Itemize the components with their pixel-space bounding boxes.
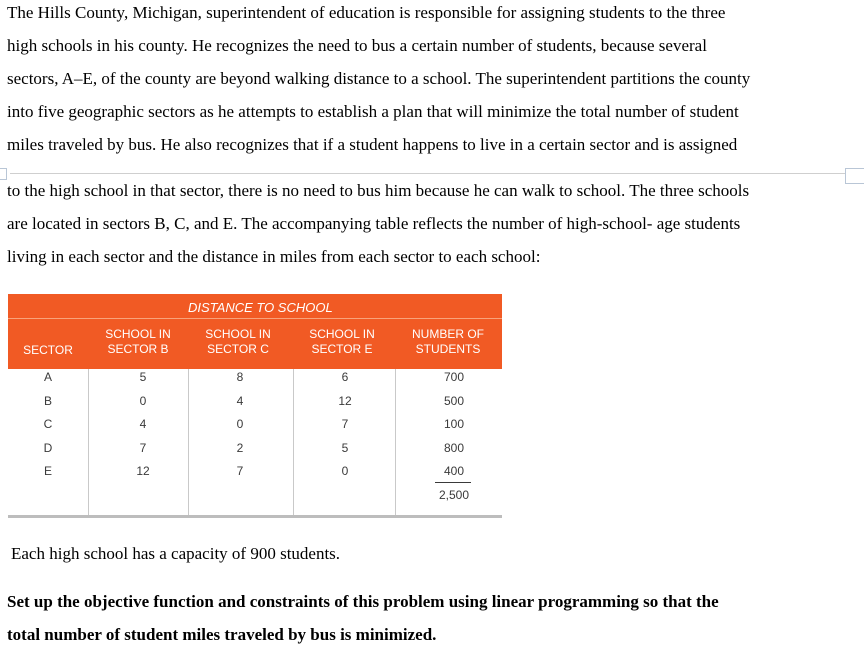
cell-students: 800 bbox=[443, 441, 465, 455]
cell-distance: 12 bbox=[338, 394, 352, 408]
cell-distance: 12 bbox=[136, 464, 150, 478]
cell-distance: 7 bbox=[341, 417, 349, 431]
cell-distance: 6 bbox=[341, 370, 349, 384]
column-divider bbox=[188, 369, 189, 515]
paragraph-line: sectors, A–E, of the county are beyond walking distance to a school. The superintendent partitions the county bbox=[7, 69, 751, 88]
page-margin-marker bbox=[0, 168, 7, 180]
cell-distance: 7 bbox=[139, 441, 147, 455]
cell-students: 500 bbox=[443, 394, 465, 408]
cell-distance: 2 bbox=[236, 441, 244, 455]
header-school-e: SCHOOL IN SECTOR E bbox=[309, 327, 375, 356]
cell-distance: 4 bbox=[236, 394, 244, 408]
cell-students: 100 bbox=[443, 417, 465, 431]
cell-distance: 8 bbox=[236, 370, 244, 384]
cell-sector: E bbox=[43, 464, 52, 478]
paragraph-line: are located in sectors B, C, and E. The accompanying table reflects the number of high-school- age students bbox=[7, 214, 741, 233]
cell-distance: 4 bbox=[139, 417, 147, 431]
paragraph-line: The Hills County, Michigan, superintendent of education is responsible for assigning students to the three bbox=[7, 3, 726, 22]
cell-sector: A bbox=[43, 370, 52, 384]
cell-total: 2,500 bbox=[438, 488, 470, 502]
cell-distance: 0 bbox=[236, 417, 244, 431]
cell-distance: 5 bbox=[139, 370, 147, 384]
paragraph-line: miles traveled by bus. He also recognizes that if a student happens to live in a certain sector and is assigned bbox=[7, 135, 738, 154]
cell-sector: B bbox=[43, 394, 52, 408]
column-divider bbox=[293, 369, 294, 515]
paragraph-line: living in each sector and the distance in miles from each sector to each school: bbox=[7, 247, 541, 266]
cell-distance: 5 bbox=[341, 441, 349, 455]
page-break bbox=[0, 168, 864, 178]
header-students: NUMBER OF STUDENTS bbox=[412, 327, 484, 356]
header-school-b: SCHOOL IN SECTOR B bbox=[105, 327, 171, 356]
paragraph-line: into five geographic sectors as he attempts to establish a plan that will minimize the total number of student bbox=[7, 102, 739, 121]
header-sector: SECTOR bbox=[23, 343, 73, 357]
table-title: DISTANCE TO SCHOOL bbox=[188, 300, 333, 315]
page-break-rule bbox=[10, 173, 854, 174]
column-divider bbox=[395, 369, 396, 515]
table-bottom-rule bbox=[8, 515, 502, 518]
header-school-c: SCHOOL IN SECTOR C bbox=[205, 327, 271, 356]
cell-distance: 0 bbox=[139, 394, 147, 408]
cell-students: 400 bbox=[443, 464, 465, 478]
total-underline bbox=[435, 482, 471, 483]
cell-sector: D bbox=[43, 441, 53, 455]
cell-distance: 0 bbox=[341, 464, 349, 478]
header-divider bbox=[8, 318, 502, 319]
cell-sector: C bbox=[43, 417, 53, 431]
question-line: Set up the objective function and constraints of this problem using linear programming so that the bbox=[7, 592, 719, 611]
distance-table bbox=[8, 294, 502, 518]
cell-distance: 7 bbox=[236, 464, 244, 478]
paragraph-line: to the high school in that sector, there is no need to bus him because he can walk to school. The three schools bbox=[7, 181, 750, 200]
capacity-note: Each high school has a capacity of 900 students. bbox=[11, 544, 341, 563]
page-margin-marker bbox=[845, 168, 864, 184]
cell-students: 700 bbox=[443, 370, 465, 384]
question-line: total number of student miles traveled by bus is minimized. bbox=[7, 625, 437, 644]
column-divider bbox=[88, 369, 89, 515]
paragraph-line: high schools in his county. He recognizes the need to bus a certain number of students, because several bbox=[7, 36, 707, 55]
